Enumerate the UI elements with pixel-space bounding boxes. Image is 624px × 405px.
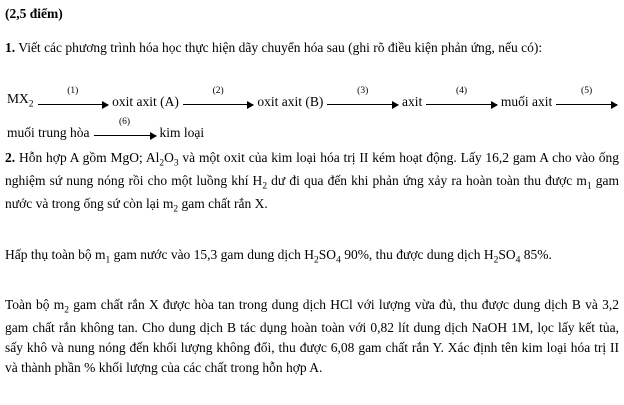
chain-node-oxit-axit-a: oxit axit (A) xyxy=(112,94,179,109)
question-1-text xyxy=(5,38,619,58)
chain-arrow-1-label: (1) xyxy=(67,86,79,96)
chain-arrow-3 xyxy=(327,86,398,110)
chain-arrow-1-shaft xyxy=(38,104,109,105)
chain-arrow-5-label: (5) xyxy=(581,86,593,96)
chain-arrow-1 xyxy=(38,86,109,110)
chain-arrow-6-head xyxy=(150,132,157,140)
chain-arrow-6-shaft xyxy=(94,135,156,136)
reaction-chain-row-2 xyxy=(5,117,619,141)
chain-arrow-1-head xyxy=(102,101,109,109)
chain-arrow-2-head xyxy=(247,101,254,109)
chain-arrow-6 xyxy=(94,117,156,141)
paragraph-4: Toàn bộ $m_2$ gam chất rắn X được hòa tan trong dung dịch HCl với lượng vừa đủ, thu được dung dịch B và 3,2 gam chất rắn không tan. Cho dung dịch B tác dụng hoàn toàn với 0,82 lít dung dịch NaOH 1M, lọc lấy kết tủa, sấy khô và nung nóng đến khối lượng không đổi, thu được 6,08 gam chất rắn Y. Xác định tên kim loại hóa trị II và thành phần % khối lượng của các chất trong hỗn hợp A. xyxy=(5,297,620,376)
chain-arrow-4-label: (4) xyxy=(455,86,468,96)
chain-arrow-5 xyxy=(556,86,617,110)
chain-arrow-3-label: (3) xyxy=(357,86,369,96)
question-2-text xyxy=(5,148,619,217)
chain-arrow-3-shaft xyxy=(327,104,398,105)
question-1-number: 1. xyxy=(5,40,16,55)
chain-arrow-3-head xyxy=(392,101,399,109)
chain-node-mx2-subscript: 2 xyxy=(28,100,34,110)
chain-arrow-5-head xyxy=(611,101,618,109)
chain-node-oxit-axit-b: oxit axit (B) xyxy=(257,94,324,109)
chain-arrow-5-shaft xyxy=(556,104,617,105)
chain-arrow-4-shaft xyxy=(426,104,497,105)
chain-node-kim-loai: kim loại xyxy=(159,125,205,140)
question-2-number: 2. xyxy=(5,150,16,165)
chain-node-muoi-axit: muối axit xyxy=(500,94,553,109)
score-label: (2,5 điểm) xyxy=(5,6,63,21)
chain-arrow-2-label: (2) xyxy=(212,86,224,96)
chain-node-muoi-trung-hoa: muối trung hòa xyxy=(7,125,90,140)
chain-arrow-4 xyxy=(426,86,497,110)
question-1-body: Viết các phương trình hóa học thực hiện dãy chuyển hóa sau (ghi rõ điều kiện phản ứng, nếu có): xyxy=(15,40,543,55)
reaction-chain xyxy=(5,86,619,141)
reaction-chain-row-1 xyxy=(5,86,619,110)
paragraph-3: Hấp thụ toàn bộ $m_1$ gam nước vào 15,3 gam dung dịch $H_2SO_4$ 90%, thu được dung dịch $H_2SO_4$ 85%. xyxy=(5,247,552,266)
chain-arrow-4-head xyxy=(491,101,498,109)
chain-arrow-6-label: (6) xyxy=(118,117,131,127)
chain-arrow-2-shaft xyxy=(183,104,254,105)
chain-arrow-2 xyxy=(183,86,254,110)
chain-node-mx2: $MX_2$ xyxy=(7,91,34,110)
chain-node-axit: axit xyxy=(402,94,423,109)
question-2-body: Hỗn hợp A gồm MgO; $Al_2O_3$ và một oxit của kim loại hóa trị II kém hoạt động. Lấy 16,2 gam A cho vào ống nghiệm sứ nung nóng rồi cho một luồng khí $H_2$ dư đi qua đến khi phản ứng xảy ra hoàn toàn thu được $m_1$ gam nước và trong ống sứ còn lại $m_2$ gam chất rắn X. xyxy=(5,150,619,215)
